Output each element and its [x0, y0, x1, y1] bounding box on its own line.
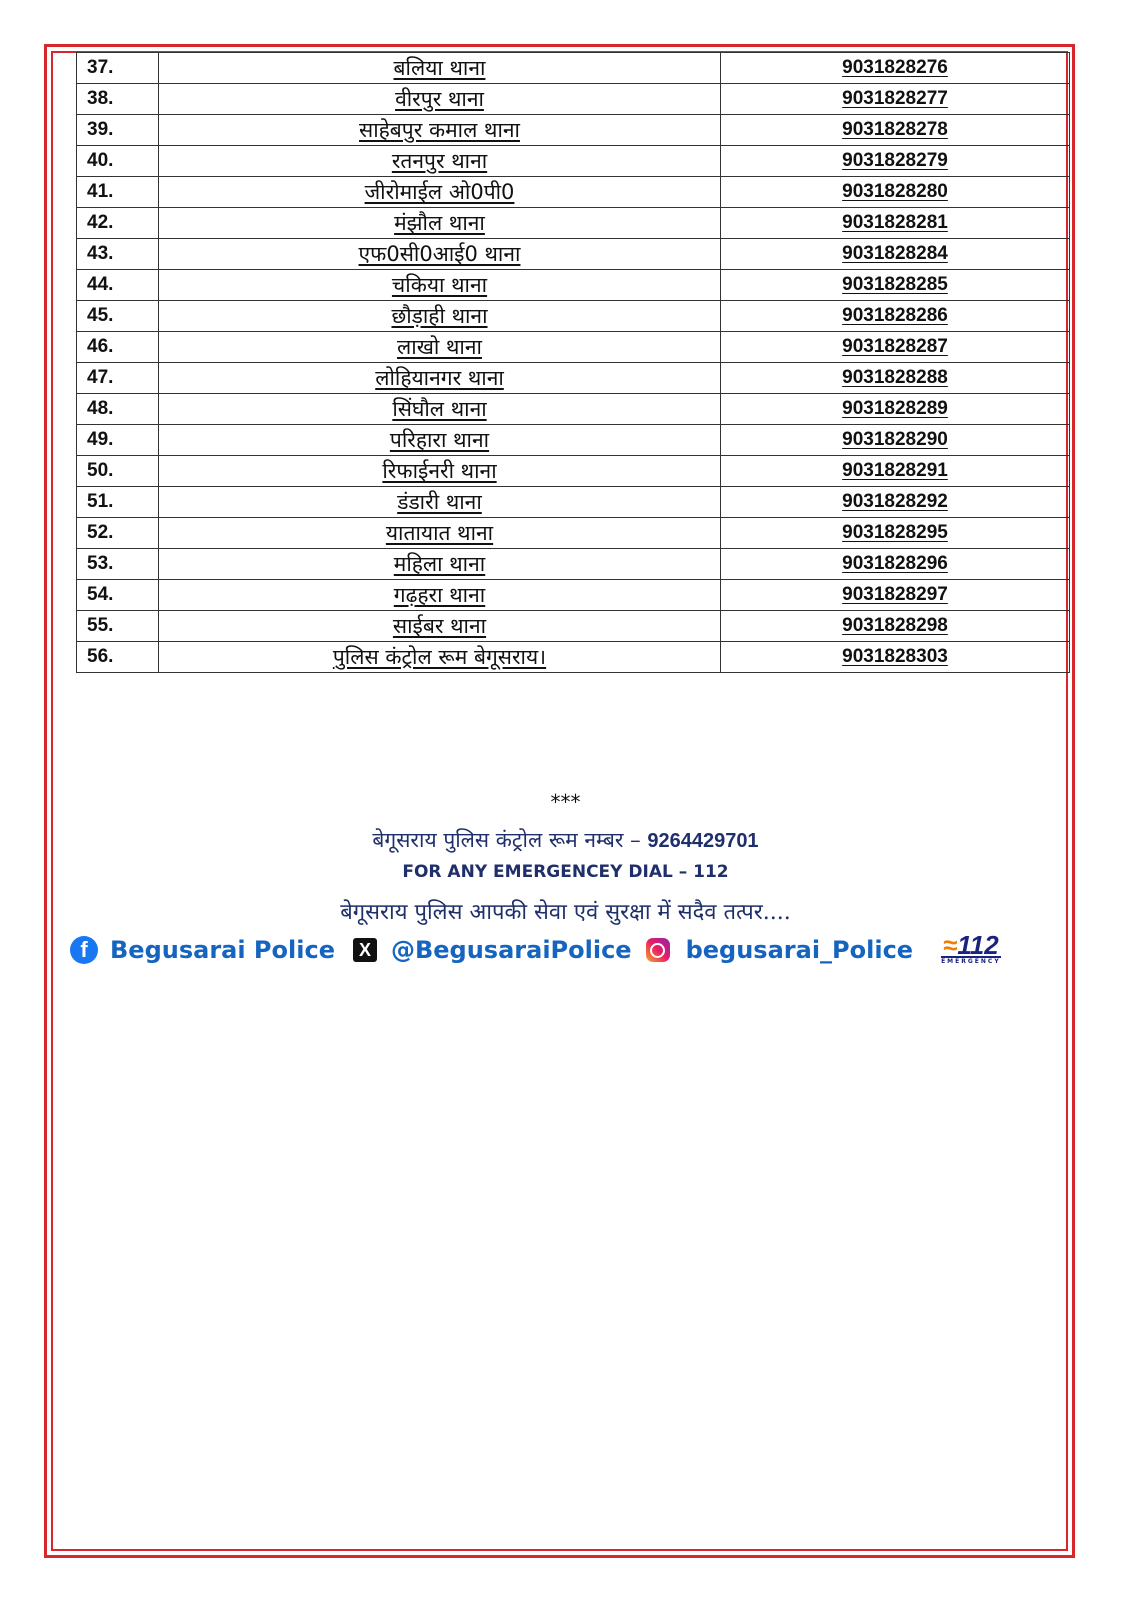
x-handle: @BegusaraiPolice — [390, 936, 632, 964]
table-row — [77, 177, 1070, 208]
station-name: रिफाईनरी थाना — [159, 456, 721, 487]
x-link[interactable] — [353, 936, 632, 964]
serial-number: 42. — [77, 208, 159, 239]
serial-number: 56. — [77, 642, 159, 673]
station-name: रतनपुर थाना — [159, 146, 721, 177]
serial-number: 50. — [77, 456, 159, 487]
table-row — [77, 518, 1070, 549]
social-bar — [70, 930, 1070, 970]
station-name: वीरपुर थाना — [159, 84, 721, 115]
instagram-link[interactable] — [646, 936, 914, 964]
emergency-112-logo: ≈112 EMERGENCY — [941, 930, 1001, 965]
station-name: गढ़हरा थाना — [159, 580, 721, 611]
serial-number: 43. — [77, 239, 159, 270]
station-name: छौड़ाही थाना — [159, 301, 721, 332]
station-name: लाखो थाना — [159, 332, 721, 363]
table-row — [77, 549, 1070, 580]
control-room-line — [0, 826, 1131, 854]
station-name: लोहियानगर थाना — [159, 363, 721, 394]
station-name: बलिया थाना — [159, 53, 721, 84]
phone-number: 9031828281 — [721, 208, 1070, 239]
serial-number: 47. — [77, 363, 159, 394]
phone-number: 9031828292 — [721, 487, 1070, 518]
control-room-label: बेगूसराय पुलिस कंट्रोल रूम नम्बर – — [372, 828, 641, 852]
table-row — [77, 115, 1070, 146]
table-row — [77, 425, 1070, 456]
phone-number: 9031828297 — [721, 580, 1070, 611]
station-name: एफ0सी0आई0 थाना — [159, 239, 721, 270]
phone-number: 9031828279 — [721, 146, 1070, 177]
serial-number: 48. — [77, 394, 159, 425]
table-row — [77, 301, 1070, 332]
logo-112-sub: EMERGENCY — [941, 958, 1001, 965]
phone-number: 9031828278 — [721, 115, 1070, 146]
table-row — [77, 611, 1070, 642]
serial-number: 55. — [77, 611, 159, 642]
station-name: मंझौल थाना — [159, 208, 721, 239]
phone-number: 9031828284 — [721, 239, 1070, 270]
serial-number: 39. — [77, 115, 159, 146]
station-name: महिला थाना — [159, 549, 721, 580]
table-row — [77, 146, 1070, 177]
serial-number: 37. — [77, 53, 159, 84]
table-row — [77, 394, 1070, 425]
table-row — [77, 642, 1070, 673]
station-name: पुलिस कंट्रोल रूम बेगूसराय। — [159, 642, 721, 673]
serial-number: 52. — [77, 518, 159, 549]
serial-number: 51. — [77, 487, 159, 518]
instagram-handle: begusarai_Police — [685, 936, 914, 964]
facebook-handle: Begusarai Police — [110, 936, 335, 964]
station-name: साईबर थाना — [159, 611, 721, 642]
phone-number: 9031828285 — [721, 270, 1070, 301]
facebook-link[interactable] — [70, 936, 335, 964]
table-row — [77, 456, 1070, 487]
facebook-icon: f — [70, 936, 98, 964]
phone-number: 9031828288 — [721, 363, 1070, 394]
phone-number: 9031828277 — [721, 84, 1070, 115]
emergency-dial-line: FOR ANY EMERGENCEY DIAL – 112 — [402, 862, 729, 882]
serial-number: 45. — [77, 301, 159, 332]
serial-number: 54. — [77, 580, 159, 611]
instagram-icon — [646, 938, 670, 962]
table-row — [77, 239, 1070, 270]
serial-number: 46. — [77, 332, 159, 363]
table-row — [77, 580, 1070, 611]
phone-number: 9031828280 — [721, 177, 1070, 208]
station-name: साहेबपुर कमाल थाना — [159, 115, 721, 146]
phone-number: 9031828290 — [721, 425, 1070, 456]
table-row — [77, 53, 1070, 84]
phone-number: 9031828298 — [721, 611, 1070, 642]
phone-number: 9031828276 — [721, 53, 1070, 84]
table-row — [77, 208, 1070, 239]
table-row — [77, 270, 1070, 301]
logo-112-number: 112 — [957, 930, 999, 960]
phone-number: 9031828286 — [721, 301, 1070, 332]
serial-number: 49. — [77, 425, 159, 456]
separator-stars: *** — [550, 790, 581, 814]
serial-number: 44. — [77, 270, 159, 301]
station-name: चकिया थाना — [159, 270, 721, 301]
tagline: बेगूसराय पुलिस आपकी सेवा एवं सुरक्षा में सदैव तत्पर.... — [340, 900, 791, 925]
control-room-number: 9264429701 — [647, 830, 759, 852]
table-row — [77, 84, 1070, 115]
serial-number: 53. — [77, 549, 159, 580]
phone-number: 9031828287 — [721, 332, 1070, 363]
phone-number: 9031828303 — [721, 642, 1070, 673]
station-name: डंडारी थाना — [159, 487, 721, 518]
police-station-table — [76, 52, 1070, 673]
serial-number: 40. — [77, 146, 159, 177]
station-name: सिंघौल थाना — [159, 394, 721, 425]
phone-number: 9031828291 — [721, 456, 1070, 487]
phone-number: 9031828295 — [721, 518, 1070, 549]
station-name: यातायात थाना — [159, 518, 721, 549]
serial-number: 38. — [77, 84, 159, 115]
station-name: जीरोमाईल ओ0पी0 — [159, 177, 721, 208]
phone-number: 9031828289 — [721, 394, 1070, 425]
table-row — [77, 332, 1070, 363]
table-row — [77, 487, 1070, 518]
station-name: परिहारा थाना — [159, 425, 721, 456]
phone-number: 9031828296 — [721, 549, 1070, 580]
table-row — [77, 363, 1070, 394]
serial-number: 41. — [77, 177, 159, 208]
x-icon: X — [353, 938, 377, 962]
